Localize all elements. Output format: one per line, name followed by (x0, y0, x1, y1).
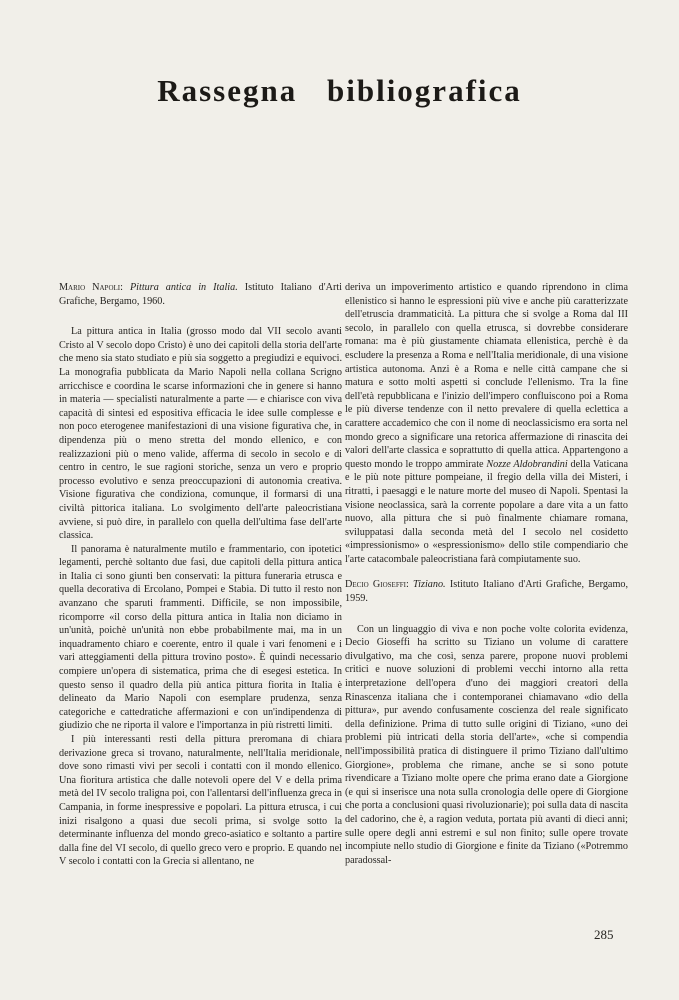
paragraph: Con un linguaggio di viva e non poche volte colorita evidenza, Decio Gioseffi ha scritto su Tiziano un volume di carattere divulgativo, ma che così, senza parere, propone nuovi problemi critici e nuove soluzioni di problemi vecchi intorno alla retta interpretazione dell'opera d'uno dei maggiori creatori della Rinascenza italiana che i contemporanei chiamavano «dio della pittura», pur avendo confusamente coscienza del reale significato della definizione. Prima di tutto sulle origini di Tiziano, «uno dei problemi più intricati della storia dell'arte», «che si compendia nell'impossibilità pratica di distinguere il primo Tiziano dall'ultimo Giorgione», problema che rimane, anche se si sono potute rivendicare a Tiziano molte opere che prima erano date a Giorgione (e qui si inserisce una nota sulla cronologia delle opere di Giorgione che porta a conclusioni quasi rivoluzionarie); poi sulla data di nascita del cadorino, che è, a ragion veduta, portata più avanti di dieci anni; sulle opere degli anni estremi e sul non finito; sulle opere trovate incompiute nello studio di Giorgione e finite da Tiziano («Potremmo paradossal- (345, 623, 628, 866)
review-entry-napoli (59, 281, 342, 308)
continuation-text: della Vaticana e le più note pitture pompeiane, il fregio della villa dei Misteri, i ritratti, i paesaggi e le nature morte del museo di Napoli. Spentasi la visione neoclassica, sarà la corrente popolare a dare vita a un fatto nuovo, alla pittura che si può finalmente chiamare romana, sviluppatasi dalla seconda metà del I secolo nel cosidetto «impressionismo» o «espressionismo» dello stile compendiario che l'arte catacombale paleocristiana farà compiutamente suo. (345, 458, 628, 565)
review-publisher: Istituto Italiano d'Arti Grafiche, Bergamo, 1960. (59, 282, 343, 307)
artwork-title: Nozze Aldobrandini (486, 458, 568, 470)
review-author: Mario Napoli: (59, 282, 123, 293)
review-entry-gioseffi (345, 578, 628, 605)
continuation-text: deriva un impoverimento artistico e quando riprendono in clima ellenistico si hanno le espressioni più vive e anche più caratterizzate dell'etruscia drammaticità. La pittura che si svolge a Roma dal III secolo, in parallelo con quella etrusca, si dovrebbe considerare romana: ma è più giustamente chiamata ellenistica, perchè è da escludere la presenza a Roma e nell'Italia meridionale, di una visione artistica autonoma. Anzi è a Roma e nelle città campane che si matura e sotto molti aspetti si conclude l'ellenismo. Tra la fine dell'età repubblicana e l'inizio dell'impero confluiscono poi a Roma le più diverse tendenze con il netto prevalere di quella eclettica a carattere accademico che con il nome di neoclassicismo era sorta nel mondo greco a significare una retorica affermazione di rinascita dei valori dell'arte classica e soprattutto di quella attica. Appartengono a questo mondo le troppo ammirate (345, 282, 628, 470)
page-number: 285 (594, 927, 614, 942)
review-author: Decio Gioseffi: (345, 579, 409, 591)
paragraph: Il panorama è naturalmente mutilo e frammentario, con ipotetici legamenti, perchè soltanto due fasi, due capitoli della pittura antica in Italia ci sono giunti ben conservati: la pittura funeraria etrusca e quella decorativa di Ercolano, Pompei e Stabia. Di tutto il resto non avanzano che sparuti frammenti. Difficile, se non impossibile, ricomporre «il corso della pittura antica in Italia non diciamo in un'unità, poichè un'unità non ebbe probabilmente mai, ma in un inquadramento chiaro e coerente, entro il quale i vari fenomeni e i vari atteggiamenti della pittura trovino posto». È quindi necessario compiere un'opera di sistematica, prima che di esegesi estetica. In questo senso il quadro della più antica pittura fiorita in Italia è delineato da Mario Napoli con esemplare prudenza, senza categoriche e cattedratiche affermazioni e con un'indipendenza di giudizio che ne riporta il valore e l'importanza in più ristretti limiti. (59, 543, 342, 732)
paragraph: I più interessanti resti della pittura preromana di chiara derivazione greca si trovano, naturalmente, nell'Italia meridionale, dove sono rimasti vivi per secoli i contatti con il mondo ellenico. Una fioritura artistica che dalle notevoli opere del V e della prima metà del IV secolo traligna poi, con l'allentarsi dell'influenza greca in Campania, in forme inespressive e popolari. La pittura etrusca, i cui inizi risalgono a quasi due secoli prima, si svolge sotto la determinante influenza del mondo greco-asiatico e soltanto a partire dalla fine del VI secolo, di quello greco vero e proprio. E quando nel V secolo i contatti con la Grecia si allentano, ne (59, 734, 342, 868)
review-book-title: Pittura antica in Italia. (129, 282, 238, 293)
review-publisher: Istituto Italiano d'Arti Grafiche, Bergamo, 1959. (345, 579, 629, 605)
paragraph-continuation (345, 281, 628, 566)
page-title: Rassegna bibliografica (157, 73, 522, 108)
paragraph: La pittura antica in Italia (grosso modo dal VII secolo avanti Cristo al V secolo dopo Cristo) è uno dei capitoli della storia dell'arte che meno sia stato studiato e più sia soggetto a pregiudizi e equivoci. La monografia pubblicata da Mario Napoli nella collana Scrigno arricchisce e coordina le scarse informazioni che in genere si hanno in materia — specialisti naturalmente a parte — e chiarisce con viva capacità di sintesi ed espositiva efficacia le idee sulle complesse e non poco eterogenee manifestazioni di una visione figurativa che, in dipendenza più o meno stretta del mondo ellenico, e con realizzazioni più o meno valide, afferma di secolo in secolo e di centro in centro, le sue ragioni storiche, senza un vero e proprio processo evolutivo e senza preoccupazioni di autonomia creativa. Visione figurativa che condiziona, comunque, il formarsi di una civiltà pittorica italiana. Lo svolgimento dell'arte paleocristiana avviene, si può dire, in parallelo con quella dell'ultima fase dell'arte classica. (59, 326, 342, 542)
review-book-title: Tiziano. (413, 579, 446, 591)
left-column (59, 281, 342, 869)
right-column (345, 281, 628, 867)
